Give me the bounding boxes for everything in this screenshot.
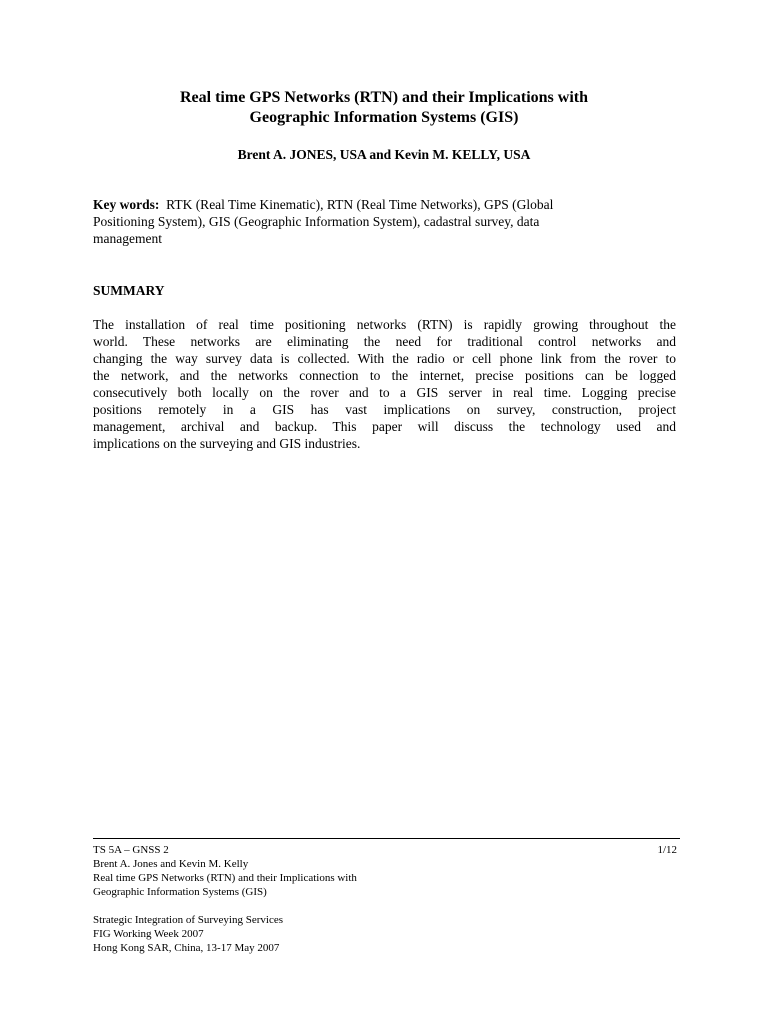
footer-authors: Brent A. Jones and Kevin M. Kelly <box>93 858 249 870</box>
keywords-line-3: management <box>93 231 162 246</box>
summary-line: consecutively both locally on the rover and to a GIS server in real time. Logging precise <box>93 385 676 400</box>
keywords-label: Key words: <box>93 197 160 212</box>
paper-title-line-1: Real time GPS Networks (RTN) and their Implications with <box>179 89 588 106</box>
page-footer <box>93 843 680 955</box>
keywords-text-1: RTK (Real Time Kinematic), RTN (Real Time Networks), GPS (Global <box>166 197 554 212</box>
footer-title-line-1: Real time GPS Networks (RTN) and their Implications with <box>93 872 357 884</box>
paper-title-line-2: Geographic Information Systems (GIS) <box>249 109 519 126</box>
footer-title-line-2: Geographic Information Systems (GIS) <box>93 886 267 898</box>
footer-event-line-2: FIG Working Week 2007 <box>93 928 204 940</box>
summary-line: the network, and the networks connection to the internet, precise positions can be logged <box>93 368 676 383</box>
footer-spacer <box>93 899 680 913</box>
summary-heading: SUMMARY <box>93 283 165 298</box>
keywords-line-2: Positioning System), GIS (Geographic Information System), cadastral survey, data <box>93 214 540 229</box>
summary-line: The installation of real time positioning networks (RTN) is rapidly growing throughout the <box>93 317 676 332</box>
summary-line: implications on the surveying and GIS industries. <box>93 436 361 451</box>
summary-line: world. These networks are eliminating the need for traditional control networks and <box>93 334 676 349</box>
summary-line: changing the way survey data is collected. With the radio or cell phone link from the rover to <box>93 351 676 366</box>
footer-event-line-1: Strategic Integration of Surveying Services <box>93 914 284 926</box>
summary-line: positions remotely in a GIS has vast implications on survey, construction, project <box>93 402 676 417</box>
footer-divider <box>93 838 680 839</box>
footer-session: TS 5A – GNSS 2 <box>93 844 169 856</box>
paper-authors: Brent A. JONES, USA and Kevin M. KELLY, USA <box>237 147 531 162</box>
summary-paragraph <box>93 316 676 452</box>
paper-title <box>60 88 708 128</box>
summary-line: management, archival and backup. This paper will discuss the technology used and <box>93 419 676 434</box>
footer-event-line-3: Hong Kong SAR, China, 13-17 May 2007 <box>93 942 280 954</box>
keywords-block <box>93 196 693 247</box>
page-number: 1/12 <box>657 844 677 856</box>
keywords-line-1 <box>93 196 693 213</box>
